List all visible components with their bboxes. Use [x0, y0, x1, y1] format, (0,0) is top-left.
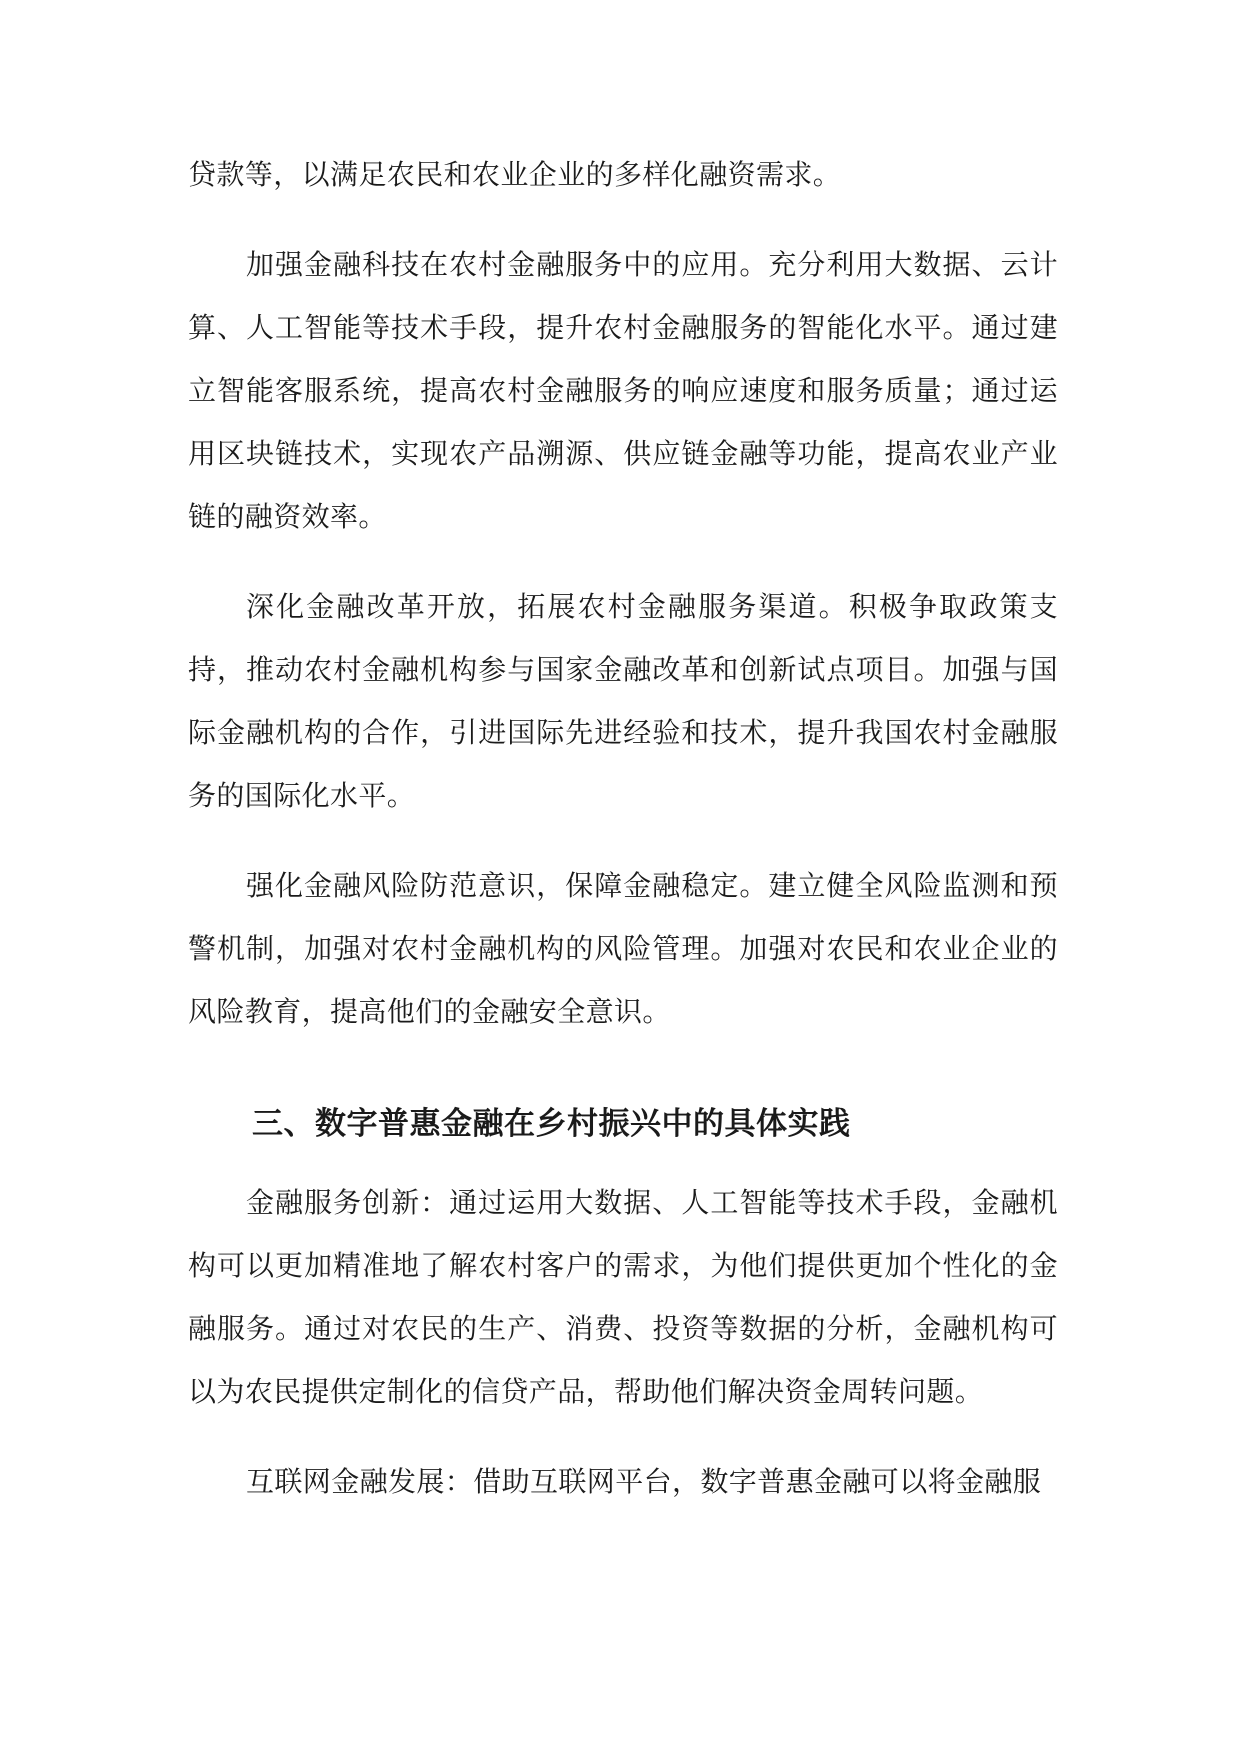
section-heading: 三、数字普惠金融在乡村振兴中的具体实践 [252, 1106, 851, 1142]
paragraph-reform: 深化金融改革开放，拓展农村金融服务渠道。积极争取政策支持，推动农村金融机构参与国家金融改革和创新试点项目。加强与国际金融机构的合作，引进国际先进经验和技术，提升我国农村金融服务的国际化水平。 [188, 590, 1058, 812]
paragraph-continuation: 贷款等，以满足农民和农业企业的多样化融资需求。 [188, 158, 842, 191]
paragraph-service-innovation: 金融服务创新：通过运用大数据、人工智能等技术手段，金融机构可以更加精准地了解农村客户的需求，为他们提供更加个性化的金融服务。通过对农民的生产、消费、投资等数据的分析，金融机构可以为农民提供定制化的信贷产品，帮助他们解决资金周转问题。 [188, 1186, 1058, 1408]
paragraph-fintech: 加强金融科技在农村金融服务中的应用。充分利用大数据、云计算、人工智能等技术手段，提升农村金融服务的智能化水平。通过建立智能客服系统，提高农村金融服务的响应速度和服务质量；通过运用区块链技术，实现农产品溯源、供应链金融等功能，提高农业产业链的融资效率。 [188, 248, 1058, 533]
document-page [188, 143, 1058, 1513]
paragraph-internet-finance: 互联网金融发展：借助互联网平台，数字普惠金融可以将金融服 [246, 1465, 1042, 1498]
paragraph-risk: 强化金融风险防范意识，保障金融稳定。建立健全风险监测和预警机制，加强对农村金融机构的风险管理。加强对农民和农业企业的风险教育，提高他们的金融安全意识。 [188, 869, 1058, 1028]
